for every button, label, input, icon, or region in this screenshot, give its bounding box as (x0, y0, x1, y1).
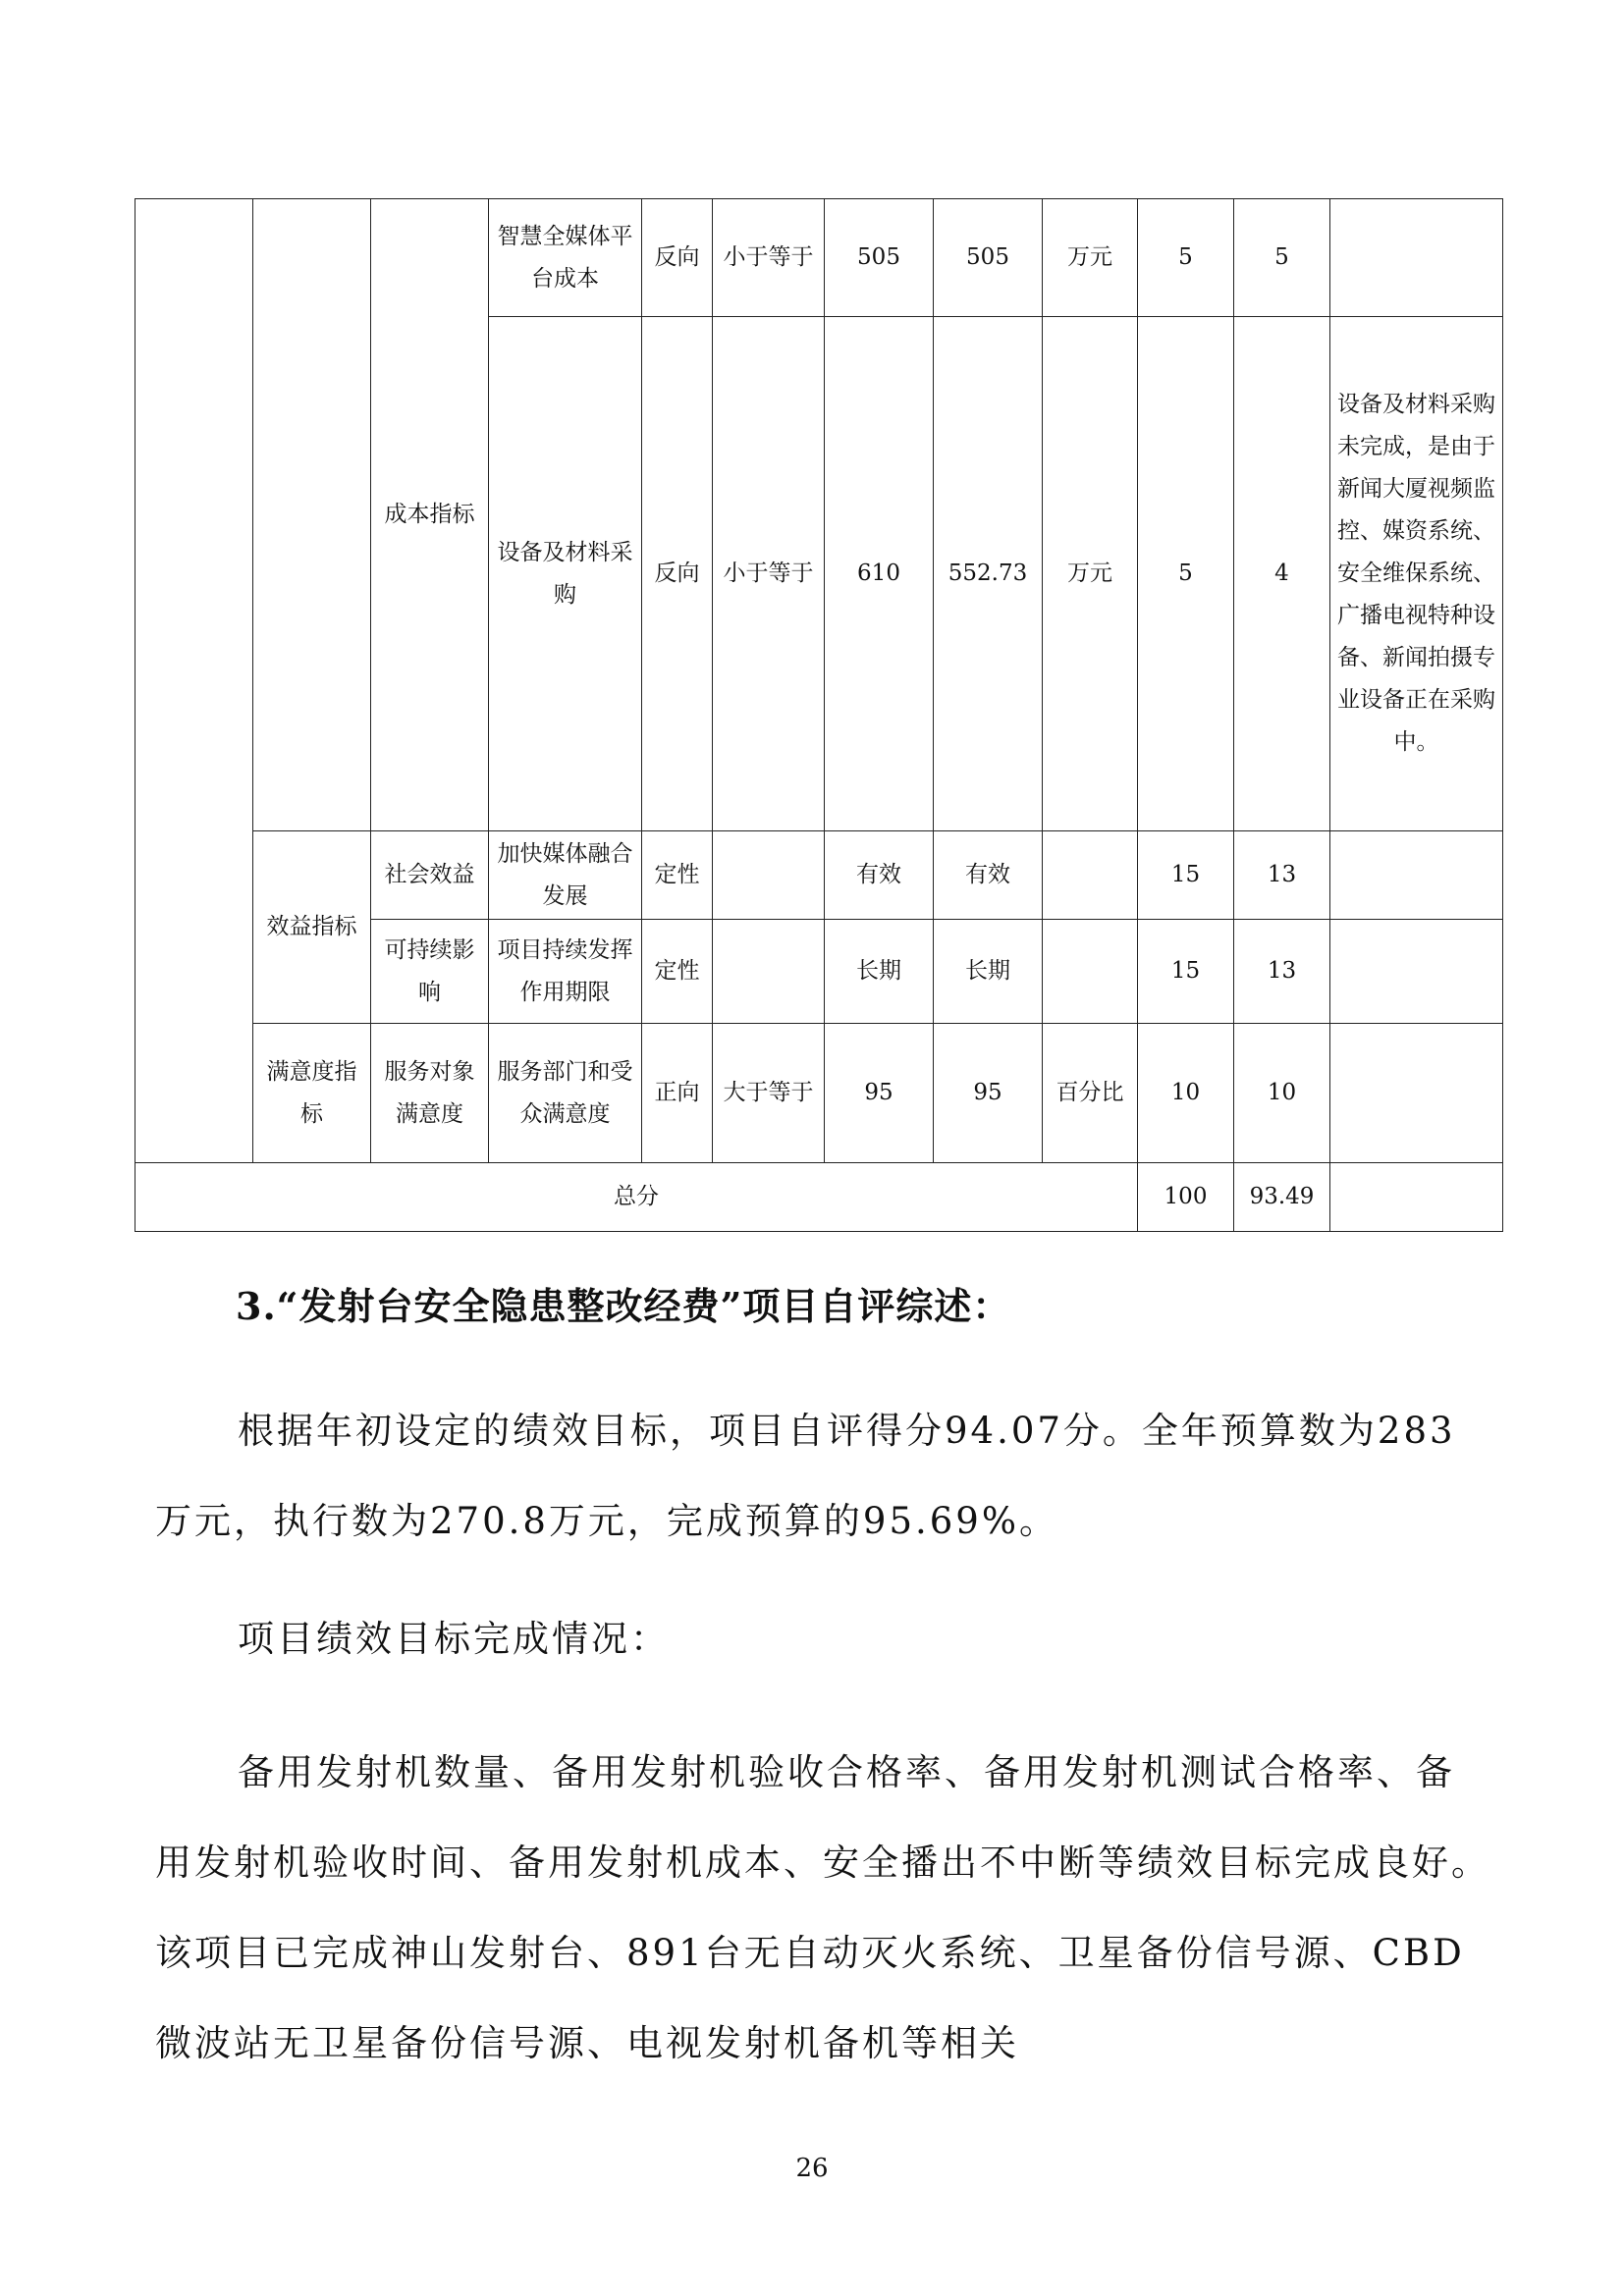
table-cell: 成本指标 (371, 199, 489, 831)
table-cell (1330, 1024, 1503, 1163)
table-cell: 93.49 (1234, 1163, 1330, 1232)
paragraph-summary (155, 1386, 1490, 1567)
paragraph-1: 根据年初设定的绩效目标，项目自评得分94.07分。全年预算数为283万元，执行数为270.8万元，完成预算的95.69%。 (155, 1410, 1456, 1542)
paragraph-3: 备用发射机数量、备用发射机验收合格率、备用发射机测试合格率、备用发射机验收时间、备用发射机成本、安全播出不中断等绩效目标完成良好。该项目已完成神山发射台、891台无自动灭火系统、卫星备份信号源、CBD微波站无卫星备份信号源、电视发射机备机等相关 (155, 1751, 1490, 2064)
table-cell: 100 (1138, 1163, 1234, 1232)
table-cell: 长期 (825, 920, 934, 1024)
table-cell-merged-col2 (253, 199, 371, 831)
table-row (135, 831, 1503, 920)
performance-table (135, 198, 1503, 1232)
table-cell: 有效 (934, 831, 1043, 920)
table-cell (1330, 199, 1503, 317)
table-row (135, 199, 1503, 317)
table-row-total (135, 1163, 1503, 1232)
table-cell: 小于等于 (713, 317, 825, 831)
table-cell: 正向 (642, 1024, 713, 1163)
table-cell: 13 (1234, 831, 1330, 920)
table-cell-merged-col1 (135, 199, 253, 1163)
table-cell: 95 (825, 1024, 934, 1163)
table-cell: 4 (1234, 317, 1330, 831)
table-cell: 505 (934, 199, 1043, 317)
paragraph-details (155, 1728, 1490, 2089)
page-number: 26 (795, 2154, 829, 2183)
table-cell: 加快媒体融合发展 (489, 831, 642, 920)
table-cell (1330, 1163, 1503, 1232)
table-cell: 长期 (934, 920, 1043, 1024)
table-cell (713, 831, 825, 920)
table-cell: 10 (1234, 1024, 1330, 1163)
table-row (135, 1024, 1503, 1163)
table-cell: 定性 (642, 831, 713, 920)
table-cell (1043, 831, 1138, 920)
table-cell: 大于等于 (713, 1024, 825, 1163)
table-cell: 反向 (642, 317, 713, 831)
section-heading: 3.“发射台安全隐患整改经费”项目自评综述： (236, 1284, 1011, 1328)
table-cell: 设备及材料采购 (489, 317, 642, 831)
table-cell: 95 (934, 1024, 1043, 1163)
paragraph-subheading (155, 1594, 1490, 1684)
table-cell: 有效 (825, 831, 934, 920)
table-cell: 13 (1234, 920, 1330, 1024)
table-cell: 项目持续发挥作用期限 (489, 920, 642, 1024)
table-cell: 定性 (642, 920, 713, 1024)
table-cell: 5 (1138, 199, 1234, 317)
table-cell: 小于等于 (713, 199, 825, 317)
table-cell: 505 (825, 199, 934, 317)
table-cell: 5 (1234, 199, 1330, 317)
table-cell: 万元 (1043, 317, 1138, 831)
table-cell: 反向 (642, 199, 713, 317)
table-cell: 智慧全媒体平台成本 (489, 199, 642, 317)
table-cell: 百分比 (1043, 1024, 1138, 1163)
table-cell: 满意度指标 (253, 1024, 371, 1163)
table-cell: 服务部门和受众满意度 (489, 1024, 642, 1163)
table-cell: 可持续影响 (371, 920, 489, 1024)
paragraph-2: 项目绩效目标完成情况： (238, 1618, 670, 1660)
table-cell: 5 (1138, 317, 1234, 831)
table-cell: 万元 (1043, 199, 1138, 317)
table-cell: 10 (1138, 1024, 1234, 1163)
table-cell: 15 (1138, 831, 1234, 920)
table-cell: 效益指标 (253, 831, 371, 1024)
table-cell (1330, 920, 1503, 1024)
table-cell (1043, 920, 1138, 1024)
table-cell: 服务对象满意度 (371, 1024, 489, 1163)
table-cell: 15 (1138, 920, 1234, 1024)
table-cell: 552.73 (934, 317, 1043, 831)
table-cell: 610 (825, 317, 934, 831)
total-label: 总分 (135, 1163, 1138, 1232)
table-cell-note: 设备及材料采购未完成，是由于新闻大厦视频监控、媒资系统、安全维保系统、广播电视特种设备、新闻拍摄专业设备正在采购中。 (1330, 317, 1503, 831)
table-cell: 社会效益 (371, 831, 489, 920)
table-cell (713, 920, 825, 1024)
table-cell (1330, 831, 1503, 920)
